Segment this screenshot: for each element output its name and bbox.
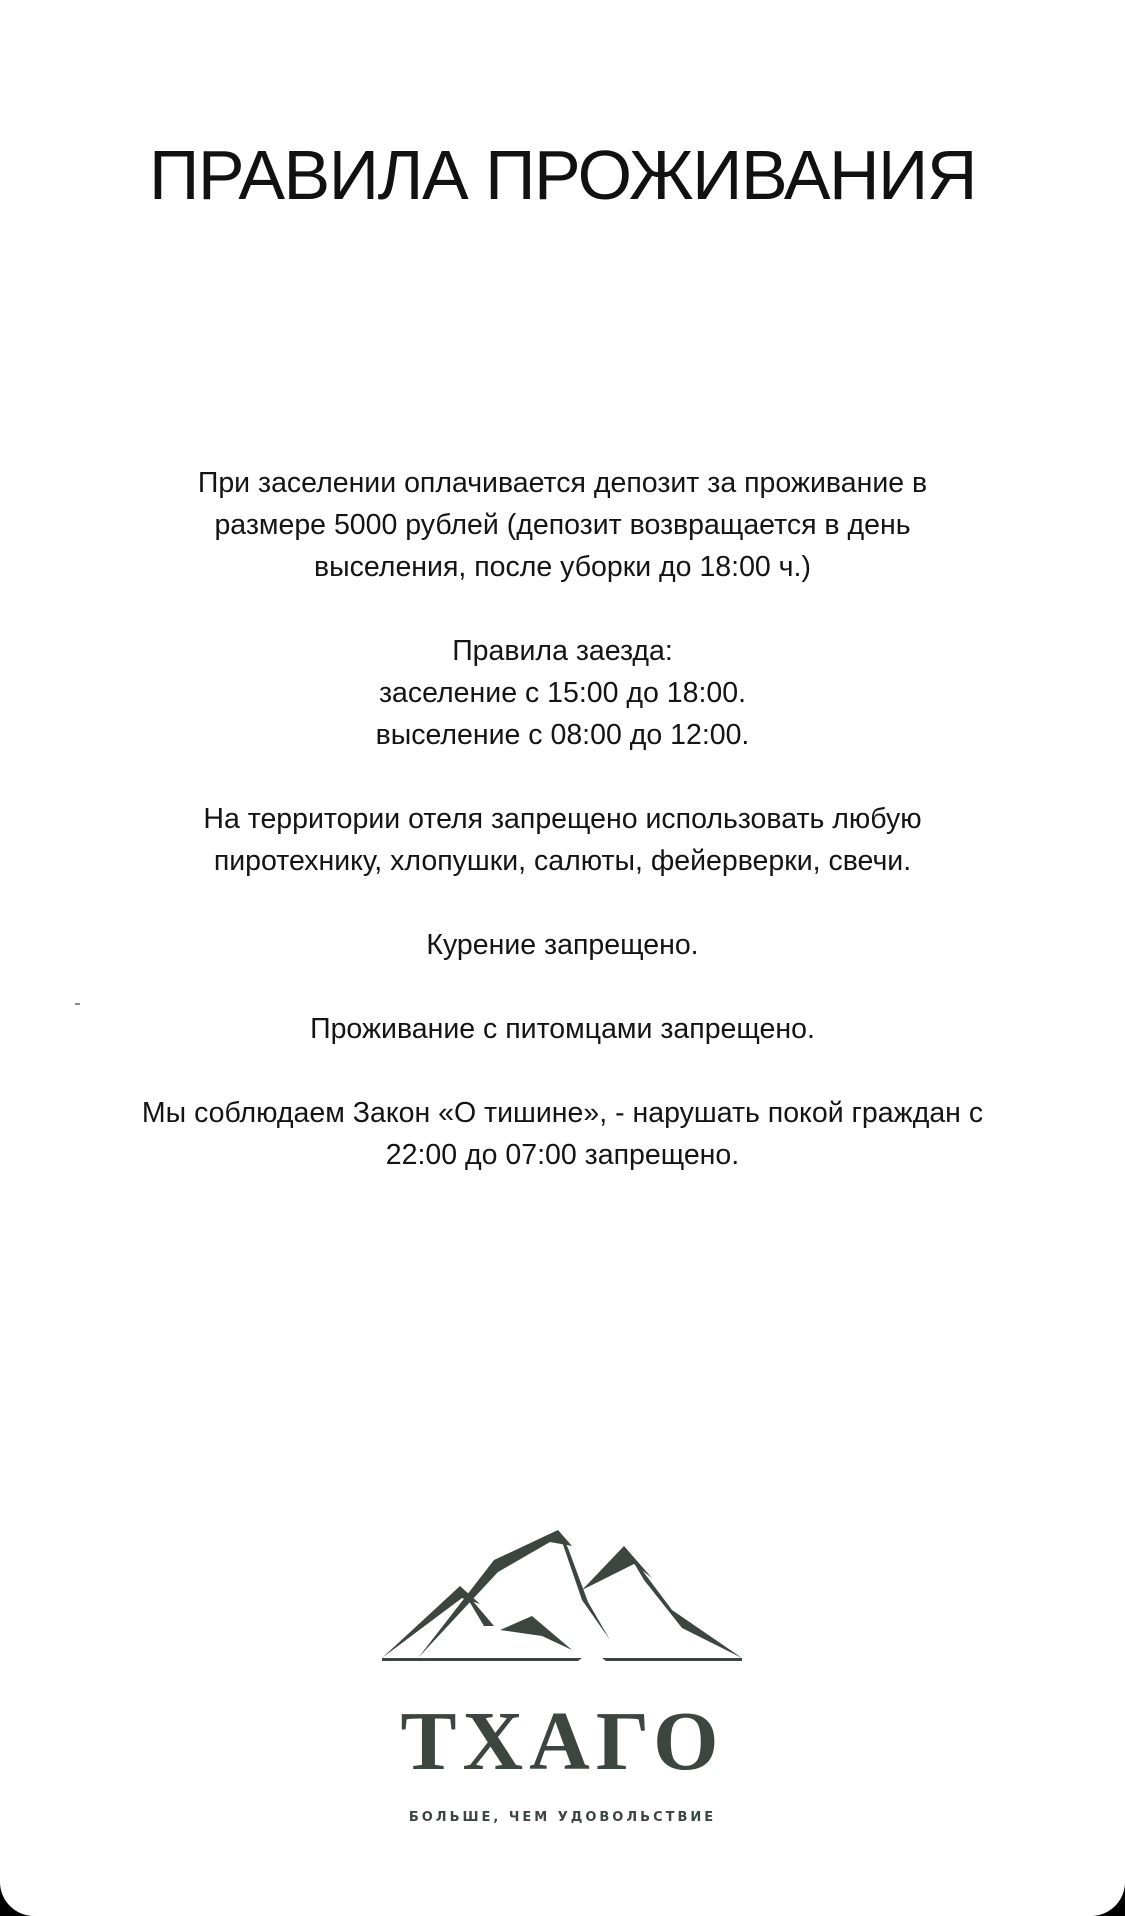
deposit-line: При заселении оплачивается депозит за проживание в [197, 467, 928, 499]
pets-rule [60, 1008, 1065, 1050]
smoking-rule [60, 924, 1065, 966]
stray-mark [75, 1003, 80, 1005]
right-peak [582, 1546, 652, 1590]
checkin-heading: Правила заезда: [452, 635, 673, 667]
silence-rule [60, 1092, 1065, 1176]
brand-name: ТХАГО [400, 1695, 725, 1788]
deposit-rule [60, 462, 1065, 588]
right-peak-shadow [624, 1546, 742, 1658]
checkin-rules [60, 630, 1065, 756]
main-peak-shadow [558, 1530, 610, 1640]
silence-line: 22:00 до 07:00 запрещено. [385, 1139, 740, 1171]
deposit-line: размере 5000 рублей (депозит возвращается в день [214, 509, 911, 541]
mountains-icon [382, 1530, 742, 1670]
checkin-time: заселение с 15:00 до 18:00. [378, 677, 747, 709]
deposit-line: выселения, после уборки до 18:00 ч.) [314, 551, 811, 583]
pets-line: Проживание с питомцами запрещено. [310, 1013, 815, 1045]
checkout-time: выселение с 08:00 до 12:00. [375, 719, 750, 751]
left-peak [382, 1586, 480, 1658]
rules-body [60, 462, 1065, 1218]
base-left [382, 1658, 582, 1661]
smoking-line: Курение запрещено. [426, 929, 699, 961]
page-title: ПРАВИЛА ПРОЖИВАНИЯ [149, 136, 976, 214]
pyrotechnics-line: На территории отеля запрещено использовать любую [203, 803, 922, 835]
brand-tagline: БОЛЬШЕ, ЧЕМ УДОВОЛЬСТВИЕ [408, 1810, 717, 1825]
base-right [602, 1658, 742, 1661]
silence-line: Мы соблюдаем Закон «О тишине», - нарушать покой граждан с [141, 1097, 984, 1129]
center-peak [500, 1616, 572, 1650]
pyrotechnics-rule [60, 798, 1065, 882]
pyrotechnics-line: пиротехнику, хлопушки, салюты, фейерверки, свечи. [213, 845, 912, 877]
